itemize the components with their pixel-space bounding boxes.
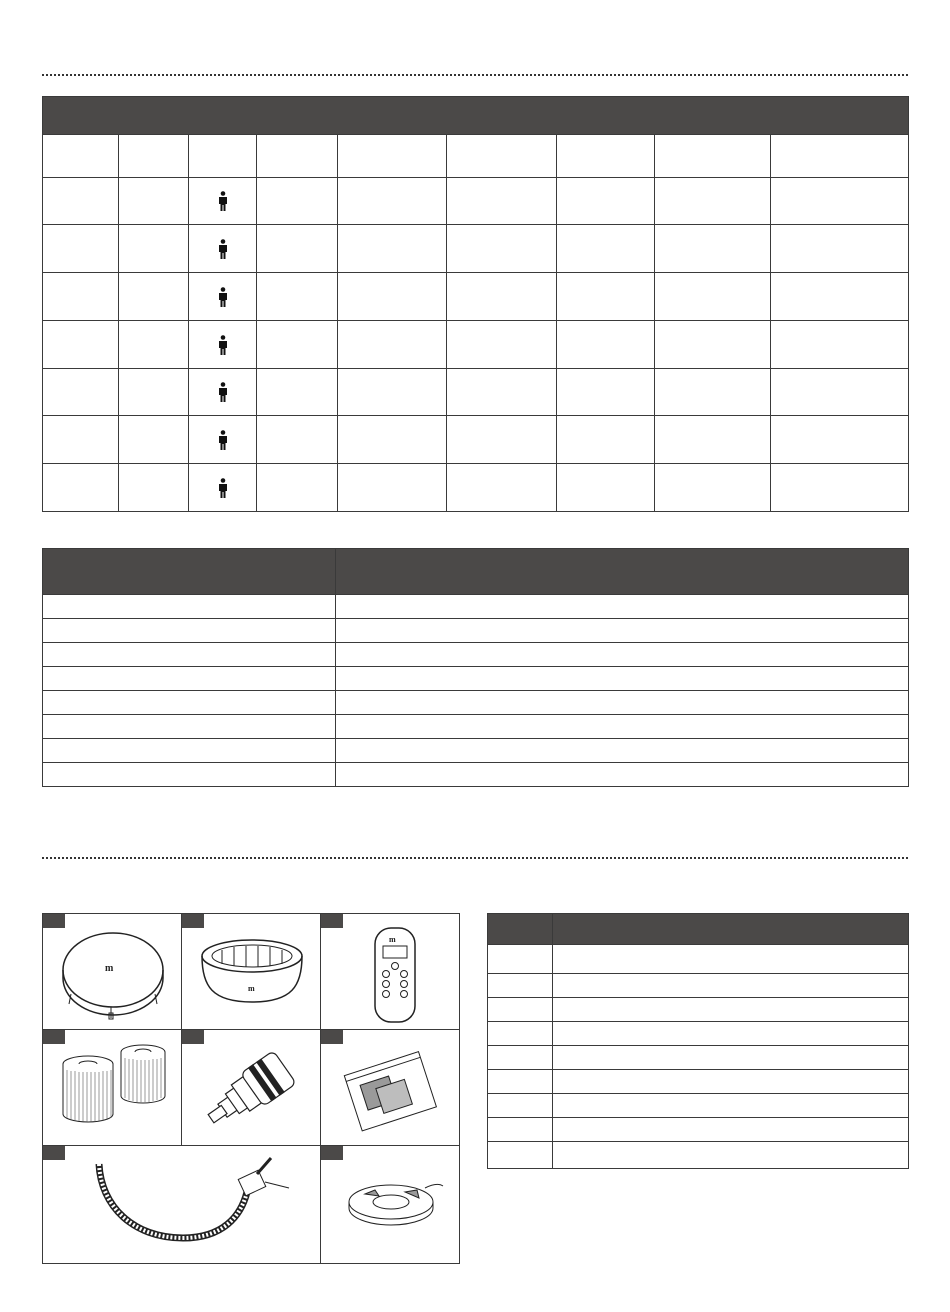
feature-table — [42, 548, 909, 787]
table-row — [488, 1046, 909, 1070]
parts-table-header-left — [488, 914, 553, 945]
filter-cartridge-icon — [43, 1030, 183, 1148]
parts-table-header-right — [553, 914, 909, 945]
spec-table — [42, 96, 909, 512]
table-row — [43, 225, 909, 273]
table-row — [488, 1070, 909, 1094]
spec-table-header — [43, 97, 909, 135]
table-row — [488, 998, 909, 1022]
svg-text:m: m — [389, 935, 396, 944]
table-row — [488, 945, 909, 974]
table-row — [43, 739, 909, 763]
svg-text:m: m — [105, 963, 114, 974]
part-hose — [42, 1145, 321, 1264]
table-row — [488, 1094, 909, 1118]
table-row — [43, 619, 909, 643]
table-row — [43, 667, 909, 691]
feature-table-header-left — [43, 549, 336, 595]
person-icon — [218, 191, 228, 211]
part-connector — [181, 1029, 321, 1147]
part-cover — [42, 913, 182, 1030]
part-remote — [320, 913, 460, 1030]
part-filters — [42, 1029, 182, 1147]
spa-body-icon — [182, 914, 322, 1031]
section-divider-top — [42, 74, 908, 76]
person-icon — [218, 478, 228, 498]
table-row — [43, 763, 909, 787]
table-row — [488, 1142, 909, 1169]
table-row — [43, 464, 909, 512]
person-icon — [218, 287, 228, 307]
drain-connector-icon — [182, 1030, 322, 1148]
parts-illustration-grid — [42, 913, 460, 1264]
table-row — [43, 715, 909, 739]
table-row — [43, 691, 909, 715]
table-row — [43, 321, 909, 369]
table-row — [43, 643, 909, 667]
table-row — [43, 369, 909, 416]
table-row — [488, 974, 909, 998]
svg-text:m: m — [248, 984, 255, 993]
section-divider-bottom — [42, 857, 908, 859]
table-row — [43, 178, 909, 225]
tape-roll-icon — [321, 1146, 461, 1265]
feature-table-header-right — [336, 549, 909, 595]
person-icon — [218, 239, 228, 259]
part-spa-body — [181, 913, 321, 1030]
hose-icon — [43, 1146, 322, 1265]
spec-table-subheader — [43, 135, 909, 178]
remote-control-icon — [321, 914, 461, 1031]
person-icon — [218, 382, 228, 402]
table-row — [488, 1022, 909, 1046]
spa-cover-icon — [43, 914, 183, 1031]
table-row — [43, 416, 909, 464]
person-icon — [218, 335, 228, 355]
parts-table — [487, 913, 909, 1169]
table-row — [488, 1118, 909, 1142]
table-row — [43, 273, 909, 321]
table-row — [43, 595, 909, 619]
repair-patch-icon — [321, 1030, 461, 1148]
person-icon — [218, 430, 228, 450]
part-patches — [320, 1029, 460, 1147]
part-tape — [320, 1145, 460, 1264]
